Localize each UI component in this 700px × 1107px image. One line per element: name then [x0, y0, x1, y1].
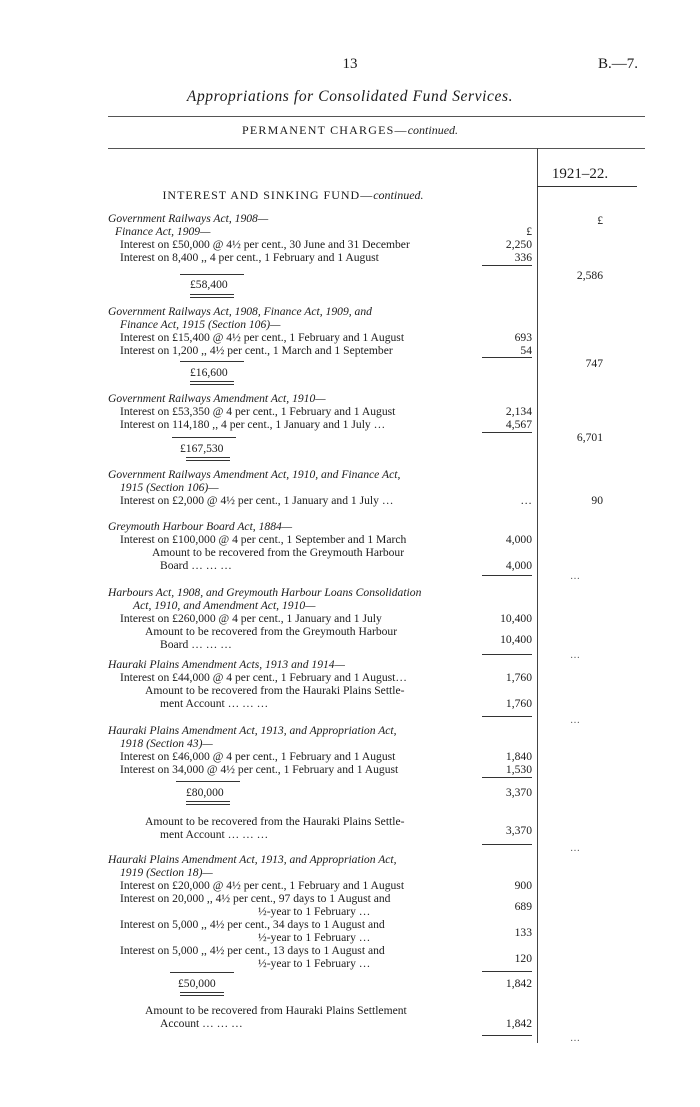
capital-rule — [176, 781, 240, 782]
capital-double-rule — [186, 801, 230, 805]
subtotal-rule — [482, 432, 532, 433]
subsection-heading-continued: continued. — [373, 188, 424, 202]
page-title: Appropriations for Consolidated Fund Services. — [186, 88, 514, 105]
entry-line: 1918 (Section 43)— — [120, 737, 213, 750]
entry-line: Finance Act, 1909— — [115, 225, 211, 238]
amount-cell: 1,760 — [505, 671, 532, 684]
amount-cell: 4,567 — [505, 418, 532, 431]
year-column-header: 1921–22. — [551, 166, 609, 182]
subtotal-rule — [482, 716, 532, 717]
empty-total-cell: … — [570, 650, 580, 661]
entry-line: Government Railways Act, 1908, Finance Act, 1909, and — [108, 305, 372, 318]
entry-line: Interest on 34,000 @ 4½ per cent., 1 February and 1 August — [120, 763, 399, 776]
entry-line: ment Account … … … — [160, 697, 269, 710]
capital-total: £50,000 — [178, 977, 216, 990]
subsection-heading — [108, 188, 478, 203]
table-top-rule — [108, 148, 645, 149]
amount-cell: 1,530 — [505, 763, 532, 776]
capital-total: £58,400 — [190, 278, 228, 291]
entry-line: Amount to be recovered from Hauraki Plains Settlement — [145, 1004, 407, 1017]
capital-double-rule — [190, 294, 234, 298]
entry-line: Interest on 20,000 ,, 4½ per cent., 97 days to 1 August and — [120, 892, 391, 905]
document-reference: B.—7. — [597, 56, 638, 72]
entry-line: 1919 (Section 18)— — [120, 866, 213, 879]
amount-cell: 1,760 — [505, 697, 532, 710]
entry-line: Account … … … — [160, 1017, 243, 1030]
amount-cell: 693 — [514, 331, 532, 344]
subtotal-rule — [482, 654, 532, 655]
subtotal-rule — [482, 777, 532, 778]
entry-line: Interest on £20,000 @ 4½ per cent., 1 February and 1 August — [120, 879, 405, 892]
entry-line: Board … … … — [160, 638, 232, 651]
entry-line: Hauraki Plains Amendment Acts, 1913 and 1914— — [108, 658, 345, 671]
title-rule — [108, 116, 645, 117]
amount-cell: 900 — [514, 879, 532, 892]
capital-rule — [180, 361, 244, 362]
amount-cell: 10,400 — [500, 633, 532, 646]
subsection-heading-main: INTEREST AND SINKING FUND— — [162, 188, 374, 202]
entry-line: Amount to be recovered from the Hauraki Plains Settle- — [145, 815, 405, 828]
capital-double-rule — [190, 381, 234, 385]
amount-cell: 1,842 — [505, 977, 532, 990]
entry-line: Harbours Act, 1908, and Greymouth Harbour Loans Consolidation — [108, 586, 422, 599]
amount-cell: … — [520, 494, 532, 507]
entry-line: Finance Act, 1915 (Section 106)— — [120, 318, 281, 331]
entry-line: Government Railways Amendment Act, 1910— — [108, 392, 326, 405]
capital-rule — [172, 437, 236, 438]
amount-cell: 4,000 — [505, 559, 532, 572]
column-divider — [537, 148, 538, 1043]
amount-cell: 133 — [514, 926, 532, 939]
section-heading — [0, 123, 700, 138]
entry-line: Board … … … — [160, 559, 232, 572]
entry-line: Interest on 1,200 ,, 4½ per cent., 1 March and 1 September — [120, 344, 393, 357]
section-heading-main: PERMANENT CHARGES— — [241, 123, 408, 137]
entry-line: Interest on 8,400 ,, 4 per cent., 1 February and 1 August — [120, 251, 379, 264]
amount-cell: £ — [526, 225, 532, 238]
capital-total: £167,530 — [180, 442, 224, 455]
year-total-cell: 6,701 — [576, 431, 603, 444]
subtotal-rule — [482, 357, 532, 358]
entry-line: Government Railways Amendment Act, 1910, and Finance Act, — [108, 468, 401, 481]
entry-line: Amount to be recovered from the Hauraki Plains Settle- — [145, 684, 405, 697]
entry-line: Interest on 5,000 ,, 4½ per cent., 13 days to 1 August and — [120, 944, 385, 957]
empty-total-cell: … — [570, 715, 580, 726]
empty-total-cell: … — [570, 571, 580, 582]
amount-cell: 336 — [514, 251, 532, 264]
year-total-cell: £ — [597, 214, 603, 227]
entry-line: Amount to be recovered from the Greymouth Harbour — [145, 625, 398, 638]
capital-total: £16,600 — [190, 366, 228, 379]
year-total-cell: 90 — [591, 494, 603, 507]
entry-line: Act, 1910, and Amendment Act, 1910— — [133, 599, 316, 612]
amount-cell: 1,840 — [505, 750, 532, 763]
subtotal-rule — [482, 844, 532, 845]
year-header-rule — [537, 186, 637, 187]
amount-cell: 54 — [520, 344, 532, 357]
entry-line: Hauraki Plains Amendment Act, 1913, and Appropriation Act, — [108, 853, 397, 866]
empty-total-cell: … — [570, 1033, 580, 1044]
entry-line: Amount to be recovered from the Greymouth Harbour — [152, 546, 405, 559]
entry-line: Government Railways Act, 1908— — [108, 212, 269, 225]
entry-line: ½-year to 1 February … — [258, 931, 371, 944]
capital-double-rule — [180, 992, 224, 996]
amount-cell: 10,400 — [500, 612, 532, 625]
entry-line: Interest on 114,180 ,, 4 per cent., 1 January and 1 July … — [120, 418, 386, 431]
capital-rule — [180, 274, 244, 275]
entry-line: Interest on £100,000 @ 4 per cent., 1 September and 1 March — [120, 533, 407, 546]
capital-rule — [170, 972, 234, 973]
entry-line: Interest on £2,000 @ 4½ per cent., 1 January and 1 July … — [120, 494, 394, 507]
empty-total-cell: … — [570, 843, 580, 854]
amount-cell: 2,134 — [505, 405, 532, 418]
entry-line: ment Account … … … — [160, 828, 269, 841]
entry-line: Interest on £260,000 @ 4 per cent., 1 January and 1 July — [120, 612, 382, 625]
entry-line: Interest on £53,350 @ 4 per cent., 1 February and 1 August — [120, 405, 396, 418]
entry-line: Interest on £46,000 @ 4 per cent., 1 February and 1 August — [120, 750, 396, 763]
year-total-cell: 2,586 — [576, 269, 603, 282]
capital-total: £80,000 — [186, 786, 224, 799]
entry-line: 1915 (Section 106)— — [120, 481, 219, 494]
entry-line: ½-year to 1 February … — [258, 957, 371, 970]
entry-line: ½-year to 1 February … — [258, 905, 371, 918]
section-heading-continued: continued. — [407, 123, 459, 137]
amount-cell: 4,000 — [505, 533, 532, 546]
entry-line: Interest on £44,000 @ 4 per cent., 1 February and 1 August… — [120, 671, 407, 684]
entry-line: Interest on 5,000 ,, 4½ per cent., 34 days to 1 August and — [120, 918, 385, 931]
subtotal-rule — [482, 971, 532, 972]
amount-cell: 689 — [514, 900, 532, 913]
amount-cell: 3,370 — [505, 824, 532, 837]
entry-line: Hauraki Plains Amendment Act, 1913, and Appropriation Act, — [108, 724, 397, 737]
entry-line: Interest on £15,400 @ 4½ per cent., 1 February and 1 August — [120, 331, 405, 344]
subtotal-rule — [482, 265, 532, 266]
year-total-cell: 747 — [585, 357, 603, 370]
amount-cell: 2,250 — [505, 238, 532, 251]
amount-cell: 1,842 — [505, 1017, 532, 1030]
subtotal-rule — [482, 575, 532, 576]
subtotal-rule — [482, 1035, 532, 1036]
entry-line: Interest on £50,000 @ 4½ per cent., 30 June and 31 December — [120, 238, 410, 251]
entry-line: Greymouth Harbour Board Act, 1884— — [108, 520, 293, 533]
page-number: 13 — [342, 56, 358, 72]
amount-cell: 3,370 — [505, 786, 532, 799]
amount-cell: 120 — [514, 952, 532, 965]
capital-double-rule — [186, 457, 230, 461]
